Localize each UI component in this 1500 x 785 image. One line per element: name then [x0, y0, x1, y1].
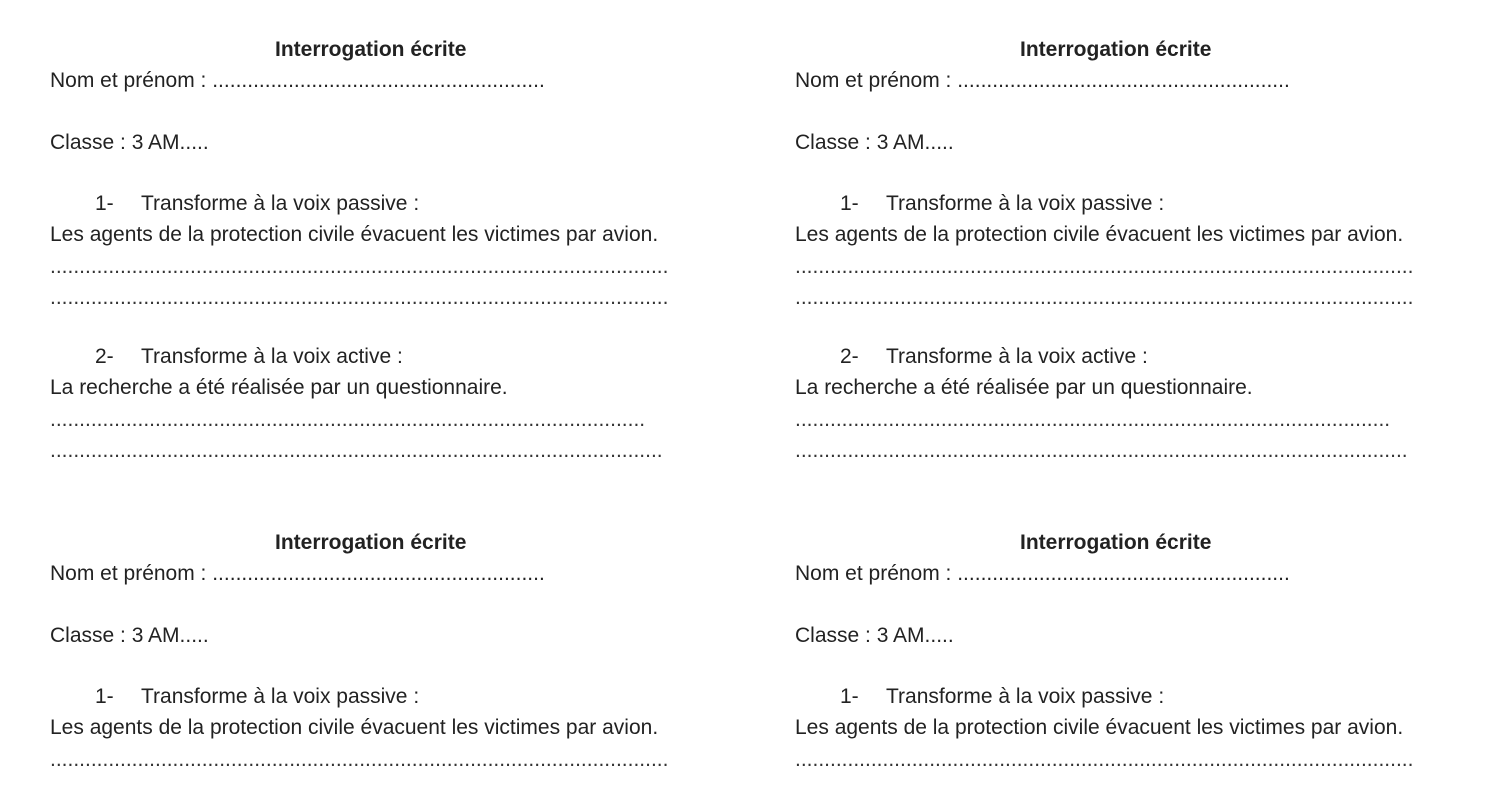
sheet-title: Interrogation écrite: [1020, 531, 1212, 554]
answer-2-line-a: ......................................................................................................: [795, 408, 1391, 431]
question-1-heading: [95, 683, 419, 711]
question-2-number: 2-: [840, 345, 859, 368]
question-2-number: 2-: [95, 345, 114, 368]
answer-1-line-b: ..........................................................................................................: [795, 286, 1414, 309]
sheet-title: Interrogation écrite: [1020, 38, 1212, 61]
question-1-instruction: Transforme à la voix passive :: [886, 685, 1165, 708]
sheet-title: Interrogation écrite: [275, 531, 467, 554]
question-1-heading: [95, 190, 419, 218]
answer-2-line-b: .........................................................................................................: [50, 439, 663, 462]
question-2-instruction: Transforme à la voix active :: [886, 345, 1148, 368]
answer-1-line-b: ..........................................................................................................: [50, 286, 669, 309]
question-1-sentence: Les agents de la protection civile évacuent les victimes par avion.: [50, 716, 659, 739]
name-field-line: Nom et prénom : .........................................................: [50, 69, 545, 92]
answer-1-line-a: ..........................................................................................................: [795, 255, 1414, 278]
class-field-line: Classe : 3 AM.....: [795, 624, 954, 647]
class-field-line: Classe : 3 AM.....: [50, 131, 209, 154]
name-field-line: Nom et prénom : .........................................................: [795, 562, 1290, 585]
question-1-number: 1-: [840, 685, 859, 708]
sheet-title: Interrogation écrite: [275, 38, 467, 61]
question-1-instruction: Transforme à la voix passive :: [886, 192, 1165, 215]
answer-2-line-b: .........................................................................................................: [795, 439, 1408, 462]
question-1-number: 1-: [95, 192, 114, 215]
question-1-sentence: Les agents de la protection civile évacuent les victimes par avion.: [795, 716, 1404, 739]
question-2-heading: [95, 343, 403, 371]
question-2-sentence: La recherche a été réalisée par un questionnaire.: [795, 376, 1253, 399]
question-1-sentence: Les agents de la protection civile évacuent les victimes par avion.: [795, 223, 1404, 246]
answer-1-line-a: ..........................................................................................................: [795, 748, 1414, 771]
question-2-sentence: La recherche a été réalisée par un questionnaire.: [50, 376, 508, 399]
question-1-number: 1-: [95, 685, 114, 708]
question-2-heading: [840, 343, 1148, 371]
name-field-line: Nom et prénom : .........................................................: [50, 562, 545, 585]
class-field-line: Classe : 3 AM.....: [795, 131, 954, 154]
question-1-sentence: Les agents de la protection civile évacuent les victimes par avion.: [50, 223, 659, 246]
question-1-heading: [840, 190, 1164, 218]
question-1-instruction: Transforme à la voix passive :: [141, 192, 420, 215]
question-1-heading: [840, 683, 1164, 711]
question-2-instruction: Transforme à la voix active :: [141, 345, 403, 368]
answer-2-line-a: ......................................................................................................: [50, 408, 646, 431]
answer-1-line-a: ..........................................................................................................: [50, 255, 669, 278]
name-field-line: Nom et prénom : .........................................................: [795, 69, 1290, 92]
question-1-number: 1-: [840, 192, 859, 215]
question-1-instruction: Transforme à la voix passive :: [141, 685, 420, 708]
answer-1-line-a: ..........................................................................................................: [50, 748, 669, 771]
class-field-line: Classe : 3 AM.....: [50, 624, 209, 647]
